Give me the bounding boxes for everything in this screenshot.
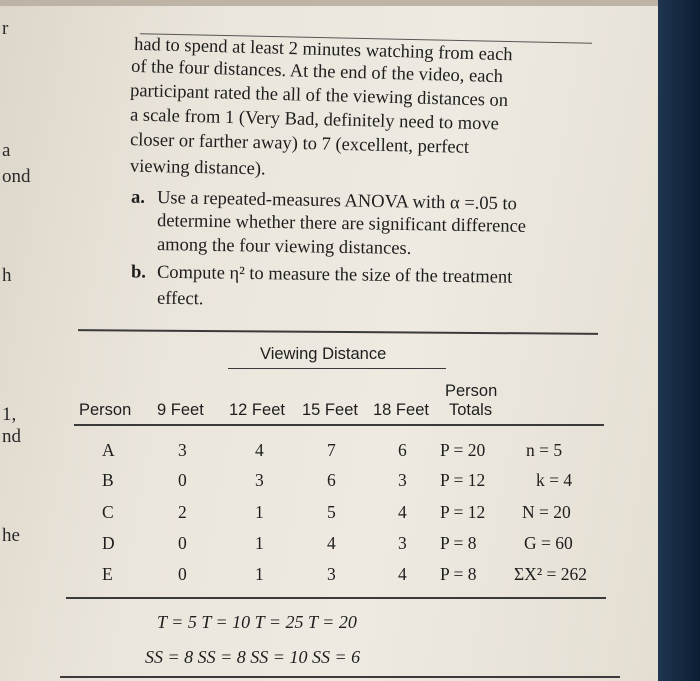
header-rule (74, 424, 604, 426)
person-cell: D (102, 533, 115, 553)
paragraph-line: had to spend at least 2 minutes watching from each (133, 34, 513, 66)
totals-header-top: Person (445, 382, 498, 400)
value-cell: 3 (255, 470, 264, 490)
value-cell: 3 (398, 470, 407, 490)
total-cell: P = 12 (440, 502, 486, 522)
column-header: 18 Feet (373, 401, 429, 419)
stat-cell: N = 20 (522, 502, 571, 522)
value-cell: 4 (398, 502, 407, 522)
paragraph-line: participant rated the all of the viewing distances on (129, 81, 509, 111)
stat-cell: k = 4 (536, 470, 573, 490)
column-header: 15 Feet (302, 401, 358, 419)
page-top-shadow (0, 0, 662, 6)
page-bottom-rule (60, 676, 620, 678)
group-header-rule (228, 368, 446, 369)
question-line: among the four viewing distances. (156, 235, 412, 259)
person-cell: C (102, 502, 114, 522)
margin-fragment: a (2, 140, 11, 161)
person-cell: A (102, 440, 115, 460)
stat-cell: ΣX² = 262 (514, 564, 587, 584)
value-cell: 4 (398, 564, 407, 584)
question-label: a. (130, 187, 146, 208)
value-cell: 7 (327, 440, 336, 460)
table-top-rule (78, 329, 598, 335)
question-line: effect. (156, 288, 204, 310)
question-line: determine whether there are significant difference (156, 211, 527, 237)
column-totals-T: T = 5 T = 10 T = 25 T = 20 (157, 612, 357, 632)
value-cell: 0 (178, 470, 187, 490)
total-cell: P = 20 (440, 440, 486, 460)
total-cell: P = 8 (440, 533, 477, 553)
column-header: Person (79, 401, 132, 419)
value-cell: 2 (178, 502, 187, 522)
question-line: Compute η² to measure the size of the treatment (156, 262, 513, 288)
person-cell: B (102, 470, 114, 490)
paragraph-line: of the four distances. At the end of the video, each (130, 56, 504, 88)
value-cell: 5 (327, 502, 336, 522)
column-header: Totals (449, 401, 493, 419)
margin-fragment: he (2, 525, 20, 546)
book-spine-edge (658, 0, 700, 681)
column-header: 9 Feet (157, 401, 204, 419)
stat-cell: G = 60 (524, 533, 573, 553)
total-cell: P = 12 (440, 470, 486, 490)
value-cell: 1 (255, 502, 264, 522)
paragraph-line: a scale from 1 (Very Bad, definitely need to move (129, 105, 500, 135)
value-cell: 1 (255, 533, 264, 553)
value-cell: 3 (327, 564, 336, 584)
total-cell: P = 8 (440, 564, 477, 584)
paragraph-line: closer or farther away) to 7 (excellent, perfect (129, 130, 470, 158)
margin-fragment: 1, (2, 404, 17, 425)
group-header: Viewing Distance (260, 345, 387, 363)
value-cell: 1 (255, 564, 264, 584)
stat-cell: n = 5 (526, 440, 563, 460)
value-cell: 4 (327, 533, 336, 553)
left-page-margin (0, 0, 60, 681)
margin-fragment: ond (2, 166, 31, 187)
value-cell: 6 (327, 470, 336, 490)
value-cell: 3 (178, 440, 187, 460)
paragraph-line: viewing distance). (129, 156, 266, 180)
question-line: Use a repeated-measures ANOVA with α =.05 to (156, 188, 518, 215)
margin-fragment: r (2, 18, 9, 39)
margin-fragment: nd (2, 426, 21, 447)
value-cell: 0 (178, 564, 187, 584)
value-cell: 3 (398, 533, 407, 553)
value-cell: 0 (178, 533, 187, 553)
margin-fragment: h (2, 265, 12, 286)
question-label: b. (130, 262, 147, 283)
value-cell: 4 (255, 440, 264, 460)
column-SS: SS = 8 SS = 8 SS = 10 SS = 6 (145, 647, 361, 667)
table-bottom-rule (66, 597, 606, 599)
column-header: 12 Feet (229, 401, 285, 419)
person-cell: E (102, 564, 113, 584)
value-cell: 6 (398, 440, 407, 460)
